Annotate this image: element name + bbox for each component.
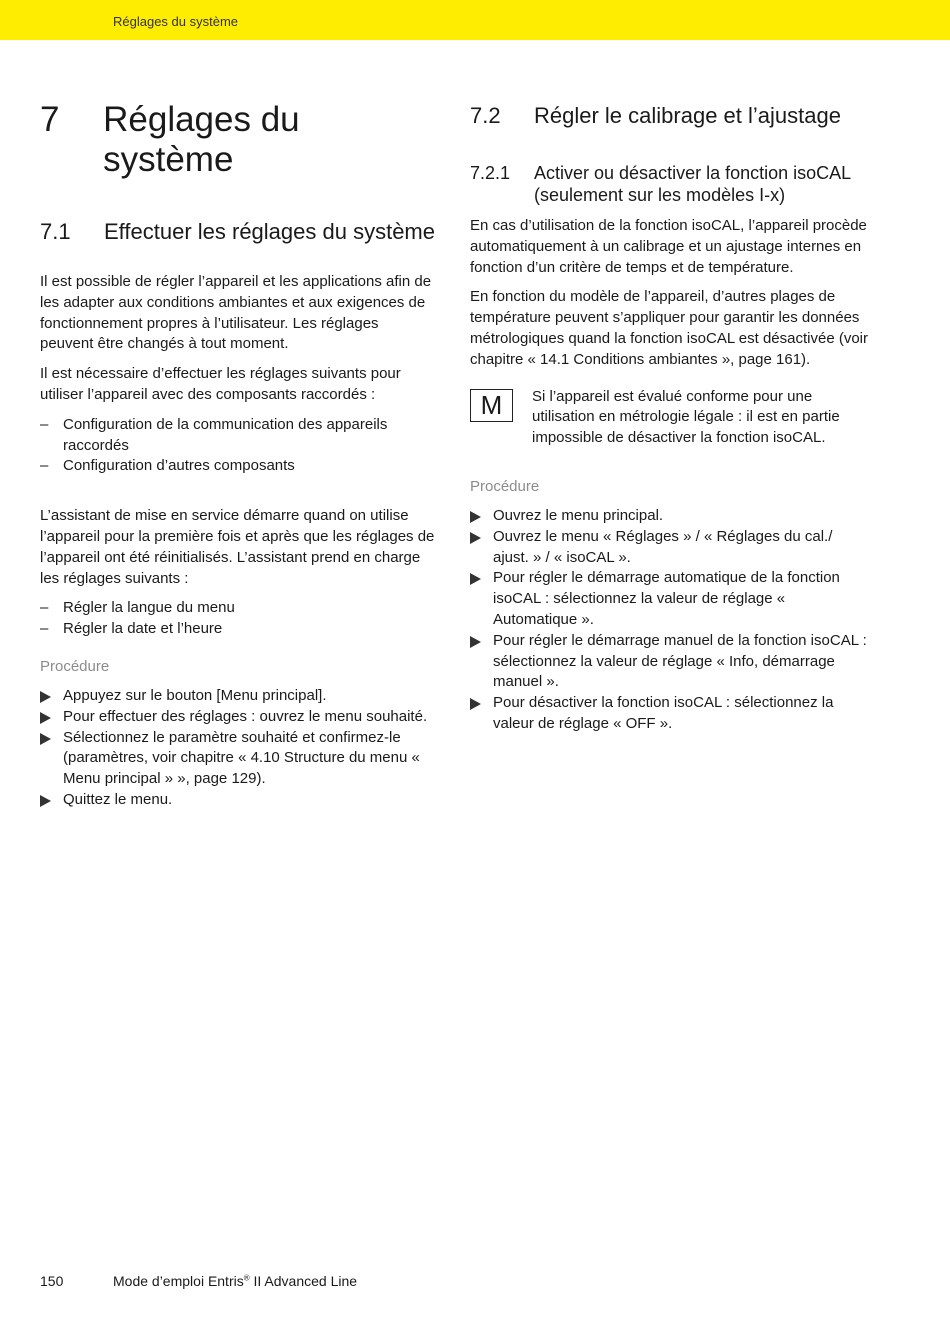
document-title: Mode d’emploi Entris® II Advanced Line [113,1273,358,1289]
chapter-number: 7 [40,100,60,139]
procedure-step: Appuyez sur le bouton [Menu principal]. [40,686,435,707]
procedure-step: Pour régler le démarrage automatique de la fonction isoCAL : sélectionnez la valeur de réglage « Automatique ». [470,568,870,630]
list-item: – Régler la langue du menu [40,598,435,619]
arrow-right-icon [40,733,51,745]
procedure-step: Pour désactiver la fonction isoCAL : sélectionnez la valeur de réglage « OFF ». [470,693,870,735]
arrow-right-icon [40,795,51,807]
chapter-title: Réglages du système [103,100,300,179]
section-7-1-heading [40,218,435,245]
arrow-right-icon [40,712,51,724]
page-number: 150 [40,1273,64,1289]
procedure-step: Pour régler le démarrage manuel de la fonction isoCAL : sélectionnez la valeur de réglage « Info, démarrage manuel ». [470,631,870,693]
left-column [40,100,435,811]
components-paragraph: Il est nécessaire d’effectuer les réglages suivants pour utiliser l’appareil avec des composants raccordés : [40,365,401,403]
metrology-note [470,387,870,449]
arrow-right-icon [470,698,481,710]
arrow-right-icon [470,573,481,585]
running-header: Réglages du système [113,14,239,29]
subsection-title: Activer ou désactiver la fonction isoCAL (seulement sur les modèles I-x) [534,163,851,205]
arrow-right-icon [470,511,481,523]
section-title: Effectuer les réglages du système [104,219,435,244]
components-list [40,415,435,477]
section-title: Régler le calibrage et l’ajustage [534,103,841,128]
subsection-number: 7.2.1 [470,163,511,183]
procedure-step: Ouvrez le menu « Réglages » / « Réglages du cal./ ajust. » / « isoCAL ». [470,527,870,569]
assistant-paragraph: L’assistant de mise en service démarre quand on utilise l’appareil pour la première fois et après que les réglages de l’appareil ont été réinitialisés. L’assistant prend en charge les réglages suivants : [40,507,435,587]
list-item: – Configuration de la communication des appareils raccordés [40,415,435,457]
list-item: – Configuration d’autres composants [40,456,435,477]
procedure-step: Quittez le menu. [40,790,435,811]
assistant-list [40,598,435,640]
arrow-right-icon [470,532,481,544]
list-item: – Régler la date et l’heure [40,619,435,640]
chapter-heading [40,100,435,180]
section-number: 7.1 [40,219,71,244]
procedure-step: Ouvrez le menu principal. [470,506,870,527]
section-7-2-heading [470,102,870,129]
intro-paragraph: Il est possible de régler l’appareil et les applications afin de les adapter aux conditions ambiantes et aux exigences de fonctionnement propres à l’utilisateur. Les réglages peuvent être changés à tout moment. [40,273,432,353]
isocal-paragraph: En cas d’utilisation de la fonction isoCAL, l’appareil procède automatiquement à un calibrage et un ajustage internes en fonction d’un critère de temps et de température. [470,217,867,276]
right-column [470,100,870,735]
metrology-m-icon: M [470,389,513,422]
procedure-label: Procédure [40,657,110,675]
procedure-step: Pour effectuer des réglages : ouvrez le menu souhaité. [40,707,435,728]
note-text: Si l’appareil est évalué conforme pour une utilisation en métrologie légale : il est en partie impossible de désactiver la fonction isoCAL. [532,387,840,447]
temperature-paragraph: En fonction du modèle de l’appareil, d’autres plages de température peuvent s’appliquer pour garantir les données métrologiques quand la fonction isoCAL est désactivée (voir chapitre « 14.1 Conditions ambiantes », page 161). [470,288,868,368]
procedure-step: Sélectionnez le paramètre souhaité et confirmez-le (paramètres, voir chapitre « 4.10 Structure du menu « Menu principal » », page 129). [40,728,435,790]
registered-mark: ® [243,1273,250,1283]
procedure-label: Procédure [470,477,540,495]
procedure-steps [470,506,870,735]
section-number: 7.2 [470,103,501,128]
subsection-7-2-1-heading [470,162,870,206]
procedure-steps [40,686,435,811]
arrow-right-icon [40,691,51,703]
arrow-right-icon [470,636,481,648]
